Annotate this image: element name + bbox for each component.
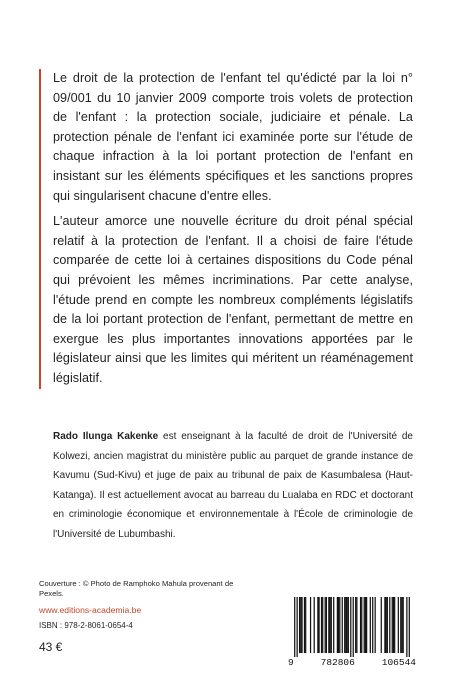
barcode-bar <box>301 597 302 653</box>
barcode-bar <box>339 597 340 653</box>
barcode-bar <box>318 597 319 653</box>
barcode-bar <box>333 597 334 653</box>
barcode-bar <box>394 597 395 653</box>
barcode-bar <box>314 597 315 653</box>
barcode-bar <box>375 597 376 653</box>
barcode-bar <box>364 597 365 653</box>
barcode-bar <box>403 597 404 653</box>
barcode-bar <box>329 597 330 653</box>
barcode-bar <box>328 597 329 653</box>
barcode-bar <box>305 597 306 653</box>
barcode-bar <box>384 597 385 653</box>
cover-credit: Couverture : © Photo de Ramphoko Mahula provenant de Pexels. <box>39 579 234 599</box>
barcode-bar <box>299 597 300 653</box>
barcode-bar <box>317 597 318 653</box>
barcode-bar <box>337 597 338 653</box>
price: 43 € <box>39 640 63 654</box>
barcode-bar <box>389 597 390 653</box>
barcode-bar <box>347 597 348 653</box>
barcode-bar <box>370 597 371 653</box>
author-bio-text: est enseignant à la faculté de droit de l'Université de Kolwezi, ancien magistrat du ministère public au parquet de grande instance de Kavumu (Sud-Kivu) et juge de paix au tribunal de paix de Kasumbalesa (Haut-Katanga). Il est actuellement avocat au barreau du Lualaba en RDC et doctorant en criminologie économique et environnementale à l'École de criminologie de l'Université de Lubumbashi. <box>53 431 413 540</box>
publisher-website[interactable]: www.editions-academia.be <box>39 605 142 615</box>
barcode-bar <box>325 597 326 653</box>
barcode-bar <box>409 597 410 657</box>
author-name: Rado Ilunga Kakenke <box>53 431 159 442</box>
summary-paragraph-2: L'auteur amorce une nouvelle écriture du droit pénal spécial relatif à la protection de l'enfant. Il a choisi de faire l'étude comparée de cette loi à certaines dispositions du Code pénal qui prévoient les mêmes incriminations. Par cette analyse, l'étude prend en compte les nombreux compléments législatifs de la loi portant protection de l'enfant, permettant de mettre en exergue les plus importantes innovations apportées par le législateur ainsi que les limites qui méritent un réaménagement législatif. <box>53 214 413 385</box>
barcode-bars <box>288 597 416 657</box>
barcode-bar <box>355 597 356 653</box>
barcode-bar <box>387 597 388 653</box>
barcode-bar <box>361 597 362 653</box>
barcode-left-group: 782806 <box>320 657 355 668</box>
barcode-bar <box>294 597 295 657</box>
barcode-right-group: 106544 <box>381 657 416 668</box>
barcode-bar <box>297 597 298 657</box>
barcode-bar <box>300 597 301 653</box>
author-bio <box>53 427 413 545</box>
barcode-bar <box>400 597 401 653</box>
barcode-bar <box>326 597 327 653</box>
isbn-number: ISBN : 978-2-8061-0654-4 <box>39 621 133 630</box>
barcode-first-digit: 9 <box>288 657 294 668</box>
barcode-bar <box>356 597 357 653</box>
barcode-bar <box>353 597 354 657</box>
barcode-bar <box>372 597 373 653</box>
barcode-bar <box>350 597 351 657</box>
barcode-bar <box>344 597 345 653</box>
barcode-bar <box>365 597 366 653</box>
summary-block <box>39 69 413 389</box>
barcode-digits <box>288 657 416 668</box>
barcode-bar <box>310 597 311 653</box>
barcode-bar <box>392 597 393 653</box>
barcode-bar <box>322 597 323 653</box>
isbn-barcode <box>288 597 416 669</box>
barcode-bar <box>348 597 349 653</box>
barcode-bar <box>360 597 361 653</box>
barcode-bar <box>406 597 407 657</box>
barcode-bar <box>338 597 339 653</box>
barcode-bar <box>398 597 399 653</box>
barcode-bar <box>304 597 305 653</box>
summary-paragraph-1: Le droit de la protection de l'enfant tel qu'édicté par la loi n° 09/001 du 10 janvier 2009 comporte trois volets de protection de l'enfant : la protection sociale, judiciaire et pénale. La protection pénale de l'enfant ici examinée porte sur l'étude de chaque infraction à la loi portant protection de l'enfant en insistant sur les éléments spécifiques et les sanctions propres qui singularisent chacune d'entre elles. <box>53 71 413 203</box>
barcode-bar <box>342 597 343 653</box>
barcode-bar <box>331 597 332 653</box>
barcode-bar <box>393 597 394 653</box>
barcode-bar <box>386 597 387 653</box>
barcode-bar <box>366 597 367 653</box>
barcode-bar <box>381 597 382 653</box>
barcode-bar <box>321 597 322 653</box>
barcode-bar <box>345 597 346 653</box>
barcode-bar <box>401 597 402 653</box>
